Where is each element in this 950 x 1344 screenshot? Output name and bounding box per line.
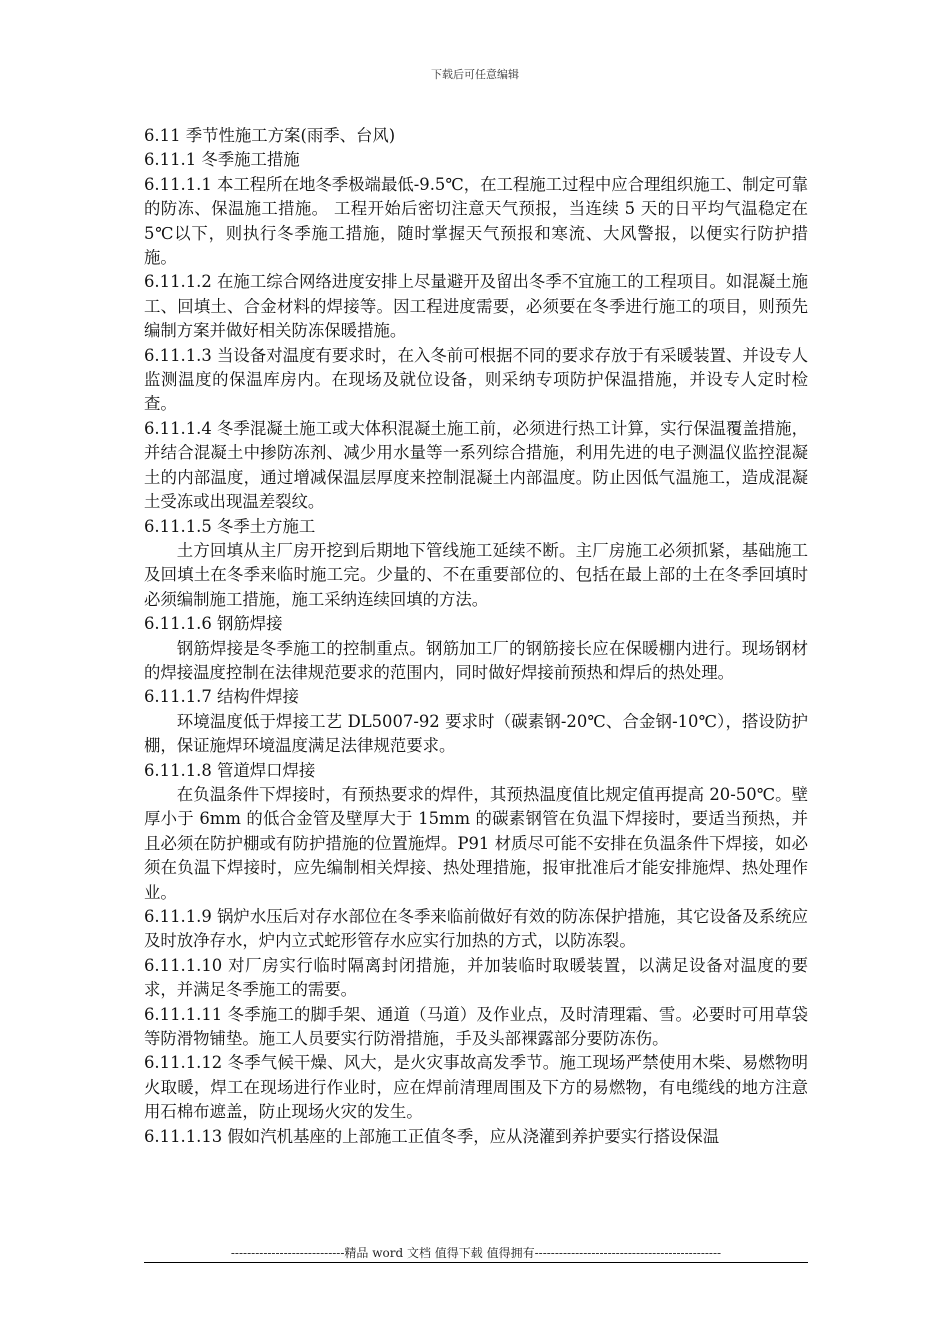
paragraph-rebar-welding: 钢筋焊接是冬季施工的控制重点。钢筋加工厂的钢筋接长应在保暖棚内进行。现场钢材的焊接温度控制在法律规范要求的范围内，同时做好焊接前预热和焊后的热处理。	[144, 638, 808, 682]
header-note: 下载后可任意编辑	[431, 68, 519, 81]
document-body	[144, 124, 808, 1149]
heading-6-11-1-5: 6.11.1.5 冬季土方施工	[144, 516, 316, 536]
heading-6-11-1-8: 6.11.1.8 管道焊口焊接	[144, 760, 316, 780]
footer-note: ----------------------------精品 word 文档 值得下载 值得拥有----------------------------------------------	[230, 1246, 722, 1260]
paragraph-6-11-1-1: 6.11.1.1 本工程所在地冬季极端最低-9.5℃，在工程施工过程中应合理组织施工、制定可靠的防冻、保温施工措施。 工程开始后密切注意天气预报，当连续 5 天的日平均气温稳定在 5℃以下，则执行冬季施工措施，随时掌握天气预报和寒流、大风警报，以便实行防护措施。	[144, 174, 808, 268]
paragraph-earthwork: 土方回填从主厂房开挖到后期地下管线施工延续不断。主厂房施工必须抓紧，基础施工及回填土在冬季来临时施工完。少量的、不在重要部位的、包括在最上部的土在冬季回填时必须编制施工措施，施工采纳连续回填的方法。	[144, 540, 808, 609]
paragraph-pipe-welding: 在负温条件下焊接时，有预热要求的焊件，其预热温度值比规定值再提高 20-50℃。壁厚小于 6mm 的低合金管及壁厚大于 15mm 的碳素钢管在负温下焊接时，要适当预热，并且必须在防护棚或有防护措施的位置施焊。P91 材质尽可能不安排在负温条件下焊接，如必须在负温下焊接时，应先编制相关焊接、热处理措施，报审批准后才能安排施焊、热处理作业。	[144, 784, 808, 902]
subsection-title: 6.11.1 冬季施工措施	[144, 150, 300, 170]
paragraph-structure-welding: 环境温度低于焊接工艺 DL5007-92 要求时（碳素钢-20℃、合金钢-10℃），搭设防护棚，保证施焊环境温度满足法律规范要求。	[144, 711, 808, 756]
footer-divider	[144, 1262, 808, 1263]
paragraph-6-11-1-2: 6.11.1.2 在施工综合网络进度安排上尽量避开及留出冬季不宜施工的工程项目。如混凝土施工、回填土、合金材料的焊接等。因工程进度需要，必须要在冬季进行施工的项目，则预先编制方案并做好相关防冻保暖措施。	[144, 272, 808, 341]
paragraph-6-11-1-3: 6.11.1.3 当设备对温度有要求时，在入冬前可根据不同的要求存放于有采暖装置、并设专人监测温度的保温库房内。在现场及就位设备，则采纳专项防护保温措施，并设专人定时检查。	[144, 345, 808, 414]
paragraph-6-11-1-4: 6.11.1.4 冬季混凝土施工或大体积混凝土施工前，必须进行热工计算，实行保温覆盖措施，并结合混凝土中掺防冻剂、减少用水量等一系列综合措施，利用先进的电子测温仪监控混凝土的内部温度，通过增减保温层厚度来控制混凝土内部温度。防止因低气温施工，造成混凝土受冻或出现温差裂纹。	[144, 418, 808, 512]
section-title: 6.11 季节性施工方案(雨季、台风)	[144, 126, 396, 145]
heading-6-11-1-6: 6.11.1.6 钢筋焊接	[144, 614, 283, 634]
paragraph-6-11-1-11: 6.11.1.11 冬季施工的脚手架、通道（马道）及作业点，及时清理霜、雪。必要时可用草袋等防滑物铺垫。施工人员要实行防滑措施，手及头部裸露部分要防冻伤。	[144, 1004, 808, 1049]
paragraph-6-11-1-10: 6.11.1.10 对厂房实行临时隔离封闭措施，并加装临时取暖装置，以满足设备对温度的要求，并满足冬季施工的需要。	[144, 955, 808, 1000]
paragraph-6-11-1-13: 6.11.1.13 假如汽机基座的上部施工正值冬季，应从浇灌到养护要实行搭设保温	[144, 1126, 720, 1146]
heading-6-11-1-7: 6.11.1.7 结构件焊接	[144, 687, 299, 707]
paragraph-6-11-1-9: 6.11.1.9 锅炉水压后对存水部位在冬季来临前做好有效的防冻保护措施，其它设备及系统应及时放净存水，炉内立式蛇形管存水应实行加热的方式，以防冻裂。	[144, 907, 808, 951]
paragraph-6-11-1-12: 6.11.1.12 冬季气候干燥、风大，是火灾事故高发季节。施工现场严禁使用木柴、易燃物明火取暖，焊工在现场进行作业时，应在焊前清理周围及下方的易燃物，有电缆线的地方注意用石棉布遮盖，防止现场火灾的发生。	[144, 1053, 808, 1122]
